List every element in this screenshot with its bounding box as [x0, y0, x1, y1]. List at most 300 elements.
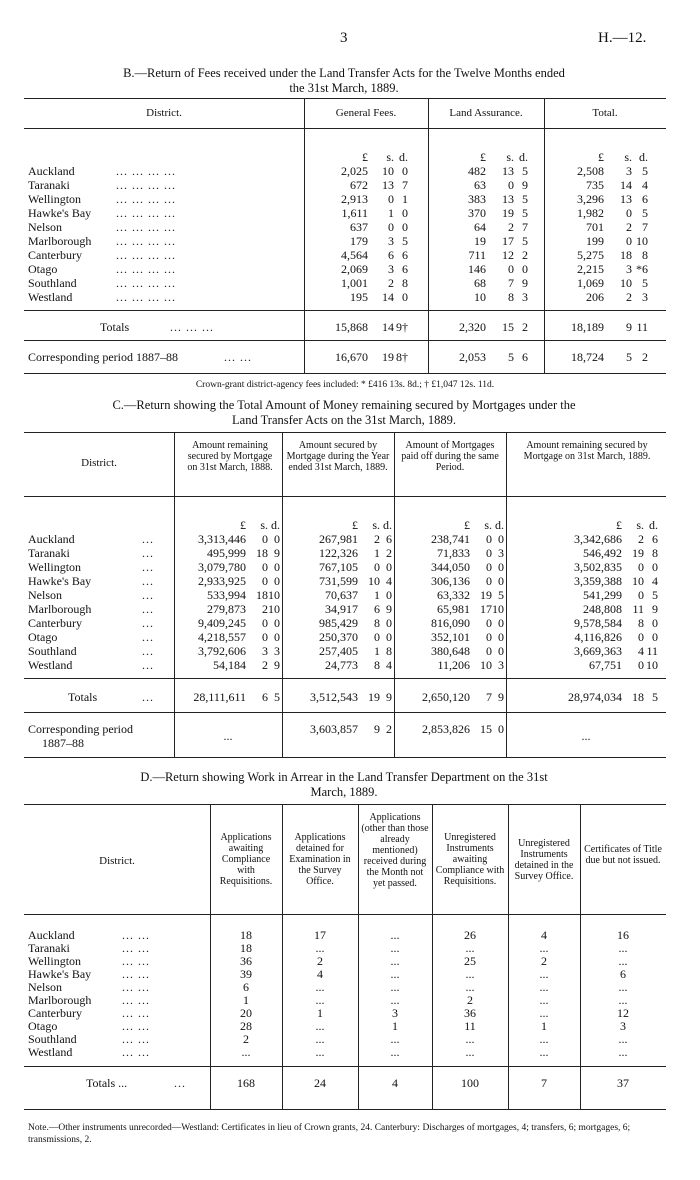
- rule-line: [24, 712, 666, 713]
- amount-shillings: 2: [508, 220, 514, 234]
- amount-pence: 5: [642, 206, 648, 220]
- arrear-value: ...: [315, 1019, 325, 1033]
- amount-shillings: 0: [486, 644, 492, 658]
- amount-pence: 6: [386, 532, 392, 546]
- rule-line: [24, 373, 666, 374]
- leader-dots: ... ... ... ...: [116, 164, 176, 178]
- table-row: [24, 616, 666, 630]
- amount-pounds: 482: [468, 164, 486, 178]
- table-row: [24, 658, 666, 672]
- amount-shillings: 2: [626, 290, 632, 304]
- arrear-value: ...: [390, 993, 400, 1007]
- amount-pence: 0: [652, 630, 658, 644]
- amount-shillings: 8: [374, 616, 380, 630]
- arrear-value: ...: [539, 1032, 549, 1046]
- header-total: Total.: [592, 107, 618, 119]
- amount-pounds: 3,603,857: [310, 722, 358, 736]
- amount-pounds: 71,833: [437, 546, 470, 560]
- amount-shillings: 2: [388, 276, 394, 290]
- amount-shillings: 2: [626, 220, 632, 234]
- amount-pounds: 380,648: [431, 644, 470, 658]
- amount-pounds: 701: [586, 220, 604, 234]
- amount-pence: 6: [642, 192, 648, 206]
- amount-pounds: 5,275: [577, 248, 604, 262]
- arrear-value: 28: [240, 1019, 252, 1033]
- rule-line: [24, 1066, 666, 1067]
- amount-shillings: 19: [502, 206, 514, 220]
- arrear-value: ...: [390, 967, 400, 981]
- arrear-value: 1: [392, 1019, 398, 1033]
- amount-pounds: 9,409,245: [198, 616, 246, 630]
- district-name: Canterbury: [28, 248, 82, 262]
- header-remaining-1889: Amount remaining secured by Mortgage on 31st March, 1889.: [523, 440, 651, 462]
- district-name: Nelson: [28, 980, 62, 994]
- amount-pence: 0: [402, 220, 408, 234]
- leader-dots: ...: [142, 630, 154, 644]
- corresponding-empty: ...: [581, 729, 591, 743]
- arrear-value: 4: [541, 928, 547, 942]
- totals-label: Totals ...: [86, 1076, 128, 1090]
- table-row: [24, 941, 666, 955]
- arrear-value: 2: [467, 993, 473, 1007]
- amount-pounds: 383: [468, 192, 486, 206]
- leader-dots: ...: [142, 602, 154, 616]
- amount-shillings: 0: [262, 532, 268, 546]
- amount-pounds: 3,792,606: [198, 644, 246, 658]
- arrear-value: 20: [240, 1006, 252, 1020]
- header-unregistered-detained: Unregistered Instruments detained in the Survey Office.: [514, 838, 574, 882]
- arrear-value: 39: [240, 967, 252, 981]
- table-row: [24, 206, 666, 220]
- amount-shillings: 0: [638, 630, 644, 644]
- amount-pounds: 267,981: [319, 532, 358, 546]
- amount-pence: 5: [274, 690, 280, 704]
- leader-dots: ... ... ... ...: [116, 192, 176, 206]
- amount-pounds: 238,741: [431, 532, 470, 546]
- arrear-value: 2: [317, 954, 323, 968]
- amount-pence: 1: [402, 192, 408, 206]
- unit-pounds: £: [362, 150, 368, 164]
- amount-pence: 10: [636, 234, 648, 248]
- amount-pounds: 67,751: [589, 658, 622, 672]
- rule-line: [24, 678, 666, 679]
- amount-shillings: 0: [388, 220, 394, 234]
- arrear-value: 18: [240, 928, 252, 942]
- amount-pence: 0: [386, 560, 392, 574]
- amount-shillings: 18: [256, 546, 268, 560]
- page-header: [0, 30, 700, 50]
- leader-dots: ... ...: [122, 1045, 150, 1059]
- arrear-value: ...: [465, 967, 475, 981]
- unit-pounds: £: [598, 150, 604, 164]
- table-row: [24, 1006, 666, 1020]
- arrear-value: 6: [620, 967, 626, 981]
- arrear-value: ...: [465, 941, 475, 955]
- amount-pounds: 546,492: [583, 546, 622, 560]
- leader-dots: ... ...: [224, 350, 252, 364]
- amount-shillings: 8: [508, 290, 514, 304]
- amount-pounds: 533,994: [207, 588, 246, 602]
- arrear-total: 7: [541, 1076, 547, 1090]
- amount-pounds: 24,773: [325, 658, 358, 672]
- leader-dots: ...: [142, 690, 154, 704]
- amount-shillings: 4: [638, 644, 644, 658]
- district-name: Wellington: [28, 560, 82, 574]
- amount-pounds: 9,578,584: [574, 616, 622, 630]
- amount-pence: 9: [522, 276, 528, 290]
- amount-pounds: 146: [468, 262, 486, 276]
- arrear-value: 17: [314, 928, 326, 942]
- amount-shillings: 2: [262, 602, 268, 616]
- amount-shillings: 2: [638, 532, 644, 546]
- amount-pounds: 495,999: [207, 546, 246, 560]
- amount-pence: 5: [522, 206, 528, 220]
- amount-pence: 2: [522, 248, 528, 262]
- table-row: [24, 1032, 666, 1046]
- leader-dots: ...: [142, 532, 154, 546]
- arrear-value: ...: [390, 1032, 400, 1046]
- amount-shillings: 1: [388, 206, 394, 220]
- amount-pence: 5: [402, 234, 408, 248]
- header-district: District.: [146, 107, 182, 119]
- amount-pounds: 2,853,826: [422, 722, 470, 736]
- amount-pence: 5: [522, 234, 528, 248]
- amount-pence: 11: [636, 320, 648, 334]
- amount-shillings: 0: [508, 262, 514, 276]
- amount-pence: 0: [498, 532, 504, 546]
- unit-pence: d.: [399, 150, 408, 164]
- amount-pence: 10: [268, 588, 280, 602]
- amount-pounds: 2,650,120: [422, 690, 470, 704]
- header-secured-year: Amount secured by Mortgage during the Year ended 31st March, 1889.: [286, 440, 390, 473]
- amount-pence: 5: [522, 164, 528, 178]
- leader-dots: ...: [142, 644, 154, 658]
- amount-pence: 5: [642, 164, 648, 178]
- amount-pence: 8: [652, 546, 658, 560]
- amount-pence: *6: [636, 262, 648, 276]
- leader-dots: ... ...: [122, 967, 150, 981]
- arrear-value: 1: [317, 1006, 323, 1020]
- section-b-title: B.—Return of Fees received under the Land Transfer Acts for the Twelve Months ended the 31st March, 1889.: [123, 66, 565, 95]
- amount-pounds: 3,512,543: [310, 690, 358, 704]
- arrear-total: 37: [617, 1076, 629, 1090]
- header-land-assurance: Land Assurance.: [449, 107, 523, 119]
- arrear-value: ...: [315, 1045, 325, 1059]
- amount-pounds: 10: [474, 290, 486, 304]
- amount-shillings: 0: [262, 560, 268, 574]
- document-reference: H.—12.: [598, 30, 647, 46]
- amount-shillings: 14: [382, 290, 394, 304]
- arrear-value: ...: [390, 928, 400, 942]
- arrear-value: 1: [243, 993, 249, 1007]
- amount-pounds: 18,724: [571, 350, 604, 364]
- table-row: [24, 954, 666, 968]
- district-name: Westland: [28, 290, 73, 304]
- amount-shillings: 0: [486, 574, 492, 588]
- arrear-total: 4: [392, 1076, 398, 1090]
- amount-pence: 10: [268, 602, 280, 616]
- unit-shillings: s.: [386, 150, 394, 164]
- leader-dots: ... ... ... ...: [116, 248, 176, 262]
- fees-table: [24, 98, 666, 378]
- district-name: Southland: [28, 276, 77, 290]
- corresponding-row: [24, 350, 666, 364]
- amount-shillings: 6: [388, 248, 394, 262]
- amount-pence: 8: [402, 276, 408, 290]
- table-row: [24, 588, 666, 602]
- amount-pounds: 2,069: [341, 262, 368, 276]
- amount-pence: 0: [498, 574, 504, 588]
- leader-dots: ...: [142, 546, 154, 560]
- amount-pence: 4: [642, 178, 648, 192]
- amount-pounds: 28,111,611: [193, 690, 246, 704]
- header-awaiting-compliance: Applications awaiting Compliance with Requisitions.: [219, 832, 273, 887]
- amount-shillings: 3: [388, 234, 394, 248]
- amount-pounds: 2,025: [341, 164, 368, 178]
- amount-shillings: 7: [508, 276, 514, 290]
- amount-pence: 0: [386, 588, 392, 602]
- amount-pounds: 34,917: [325, 602, 358, 616]
- unit-shillings: s.: [506, 150, 514, 164]
- table-row: [24, 546, 666, 560]
- amount-pounds: 4,564: [341, 248, 368, 262]
- section-d-note: Note.—Other instruments unrecorded—Westland: Certificates in lieu of Crown grants, 24. Canterbury: Discharges of mortgages, 4; transfers, 6; mortgages, 6; transmissions, 2.: [28, 1123, 631, 1145]
- district-name: Hawke's Bay: [28, 574, 92, 588]
- amount-pence: 9: [386, 690, 392, 704]
- arrear-value: 36: [464, 1006, 476, 1020]
- amount-pence: 0: [402, 164, 408, 178]
- amount-pounds: 279,873: [207, 602, 246, 616]
- arrear-value: 6: [243, 980, 249, 994]
- table-row: [24, 276, 666, 290]
- amount-pounds: 344,050: [431, 560, 470, 574]
- table-row: [24, 560, 666, 574]
- amount-pence: 3: [498, 658, 504, 672]
- amount-pence: 0: [652, 560, 658, 574]
- amount-pence: 3: [498, 546, 504, 560]
- amount-shillings: 2: [374, 532, 380, 546]
- amount-shillings: 5: [508, 350, 514, 364]
- amount-shillings: 9: [374, 722, 380, 736]
- amount-shillings: 19: [632, 546, 644, 560]
- amount-pence: 4: [386, 658, 392, 672]
- district-name: Southland: [28, 1032, 77, 1046]
- amount-shillings: 10: [480, 658, 492, 672]
- amount-shillings: 3: [626, 262, 632, 276]
- section-d-title: D.—Return showing Work in Arrear in the Land Transfer Department on the 31st March, 1889.: [140, 770, 548, 799]
- amount-pence: 4: [386, 574, 392, 588]
- district-name: Southland: [28, 644, 77, 658]
- arrear-value: ...: [618, 993, 628, 1007]
- arrear-value: ...: [465, 1045, 475, 1059]
- amount-pounds: 199: [586, 234, 604, 248]
- unit-pence: d.: [495, 518, 504, 532]
- amount-pounds: 1,982: [577, 206, 604, 220]
- amount-shillings: 0: [262, 630, 268, 644]
- district-name: Taranaki: [28, 941, 70, 955]
- amount-pence: 0: [386, 616, 392, 630]
- amount-pence: 6: [652, 532, 658, 546]
- amount-pounds: 370: [468, 206, 486, 220]
- unit-shillings: s.: [260, 518, 268, 532]
- amount-shillings: 6: [374, 602, 380, 616]
- amount-shillings: 6: [262, 690, 268, 704]
- arrear-value: 3: [620, 1019, 626, 1033]
- corresponding-label: Corresponding period 1887–88: [28, 350, 178, 364]
- unit-pounds: £: [464, 518, 470, 532]
- totals-label: Totals: [68, 690, 98, 704]
- unit-pence: d.: [639, 150, 648, 164]
- amount-shillings: 0: [626, 234, 632, 248]
- table-row: [24, 532, 666, 546]
- mortgages-table: [24, 432, 666, 762]
- table-row: [24, 164, 666, 178]
- amount-shillings: 3: [388, 262, 394, 276]
- amount-pence: 2: [386, 722, 392, 736]
- table-row: [24, 1045, 666, 1059]
- district-name: Hawke's Bay: [28, 206, 92, 220]
- amount-shillings: 0: [262, 574, 268, 588]
- district-name: Otago: [28, 262, 58, 276]
- district-name: Otago: [28, 1019, 58, 1033]
- amount-pounds: 2,053: [459, 350, 486, 364]
- arrear-total: 24: [314, 1076, 326, 1090]
- arrear-value: ...: [618, 1045, 628, 1059]
- header-unregistered-awaiting: Unregistered Instruments awaiting Compliance with Requisitions.: [435, 832, 505, 887]
- amount-pence: 9: [522, 178, 528, 192]
- amount-shillings: 11: [632, 602, 644, 616]
- amount-pence: 3: [642, 290, 648, 304]
- amount-pounds: 18,189: [571, 320, 604, 334]
- unit-pence: d.: [271, 518, 280, 532]
- arrear-value: ...: [315, 941, 325, 955]
- unit-pounds: £: [240, 518, 246, 532]
- table-row: [24, 234, 666, 248]
- amount-pounds: 711: [468, 248, 486, 262]
- amount-pounds: 65,981: [437, 602, 470, 616]
- amount-pence: 9: [274, 658, 280, 672]
- amount-pence: 0: [498, 616, 504, 630]
- table-row: [24, 220, 666, 234]
- amount-shillings: 10: [620, 276, 632, 290]
- district-name: Marlborough: [28, 602, 92, 616]
- table-row: [24, 178, 666, 192]
- district-name: Canterbury: [28, 1006, 82, 1020]
- amount-pence: 11: [646, 644, 658, 658]
- district-name: Wellington: [28, 954, 82, 968]
- amount-pounds: 2,913: [341, 192, 368, 206]
- amount-pence: 10: [492, 602, 504, 616]
- arrear-value: ...: [618, 941, 628, 955]
- amount-pence: 7: [522, 220, 528, 234]
- amount-pence: 8: [386, 644, 392, 658]
- units-row: [24, 150, 666, 164]
- arrear-value: ...: [390, 1045, 400, 1059]
- amount-shillings: 10: [382, 164, 394, 178]
- amount-pounds: 637: [350, 220, 368, 234]
- arrear-value: 11: [464, 1019, 476, 1033]
- leader-dots: ... ... ... ...: [116, 234, 176, 248]
- amount-pounds: 122,326: [319, 546, 358, 560]
- amount-pounds: 672: [350, 178, 368, 192]
- amount-shillings: 0: [508, 178, 514, 192]
- amount-shillings: 0: [486, 560, 492, 574]
- amount-pence: 7: [402, 178, 408, 192]
- amount-pence: 9: [386, 602, 392, 616]
- arrear-value: ...: [390, 941, 400, 955]
- table-row: [24, 630, 666, 644]
- amount-pounds: 352,101: [431, 630, 470, 644]
- section-b-footnote: Crown-grant district-agency fees included: * £416 13s. 8d.; † £1,047 12s. 11d.: [195, 380, 495, 390]
- amount-pence: 5: [652, 690, 658, 704]
- amount-shillings: 3: [626, 164, 632, 178]
- amount-shillings: 0: [486, 532, 492, 546]
- amount-pounds: 11,206: [437, 658, 470, 672]
- work-arrear-table: [24, 804, 666, 1114]
- arrear-value: ...: [539, 980, 549, 994]
- amount-pounds: 16,670: [335, 350, 368, 364]
- arrear-value: ...: [315, 993, 325, 1007]
- arrear-value: 25: [464, 954, 476, 968]
- amount-pence: 0: [652, 616, 658, 630]
- amount-shillings: 15: [502, 320, 514, 334]
- leader-dots: ...: [142, 658, 154, 672]
- district-name: Auckland: [28, 532, 75, 546]
- amount-pence: 2: [522, 320, 528, 334]
- header-certificates-due: Certificates of Title due but not issued.: [584, 844, 662, 866]
- rule-line: [24, 1109, 666, 1110]
- leader-dots: ... ...: [122, 941, 150, 955]
- rule-line: [24, 310, 666, 311]
- amount-shillings: 0: [486, 616, 492, 630]
- amount-pounds: 3,502,835: [574, 560, 622, 574]
- leader-dots: ... ...: [122, 993, 150, 1007]
- header-detained-survey: Applications detained for Examination in the Survey Office.: [289, 832, 351, 887]
- unit-pence: d.: [649, 518, 658, 532]
- table-row: [24, 993, 666, 1007]
- amount-pounds: 3,079,780: [198, 560, 246, 574]
- amount-pence: 3: [274, 644, 280, 658]
- amount-pence: 5: [498, 588, 504, 602]
- arrear-value: 18: [240, 941, 252, 955]
- amount-pence: 8†: [396, 350, 408, 364]
- amount-pounds: 541,299: [583, 588, 622, 602]
- leader-dots: ... ...: [122, 980, 150, 994]
- arrear-total: 100: [461, 1076, 479, 1090]
- unit-pounds: £: [616, 518, 622, 532]
- units-row: [24, 518, 666, 532]
- table-row: [24, 248, 666, 262]
- amount-pence: 0: [522, 262, 528, 276]
- district-name: Nelson: [28, 220, 62, 234]
- unit-shillings: s.: [624, 150, 632, 164]
- arrear-value: ...: [539, 993, 549, 1007]
- amount-shillings: 12: [502, 248, 514, 262]
- amount-pounds: 54,184: [213, 658, 246, 672]
- arrear-value: 2: [243, 1032, 249, 1046]
- amount-shillings: 19: [368, 690, 380, 704]
- arrear-value: ...: [539, 941, 549, 955]
- amount-pounds: 731,599: [319, 574, 358, 588]
- amount-pounds: 3,296: [577, 192, 604, 206]
- leader-dots: ...: [174, 1076, 186, 1090]
- leader-dots: ... ...: [122, 1006, 150, 1020]
- unit-pounds: £: [480, 150, 486, 164]
- amount-pounds: 816,090: [431, 616, 470, 630]
- amount-pence: 9: [274, 546, 280, 560]
- amount-pounds: 2,508: [577, 164, 604, 178]
- arrear-value: ...: [315, 1032, 325, 1046]
